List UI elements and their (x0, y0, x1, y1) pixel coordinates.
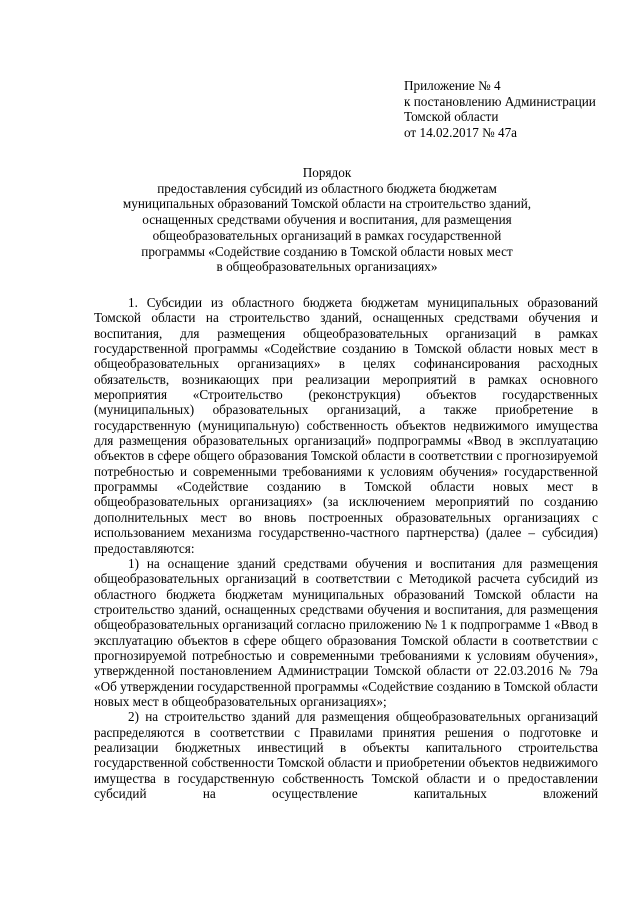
title-line: в общеобразовательных организациях» (216, 259, 438, 275)
title-line: Порядок (302, 165, 352, 180)
appendix-resolution-ref: к постановлению Администрации (404, 93, 596, 109)
document-title (80, 165, 574, 275)
title-line: предоставления субсидий из областного бюджета бюджетам (157, 180, 497, 196)
appendix-region: Томской области (404, 109, 499, 124)
title-line: общеобразовательных организаций в рамках государственной (152, 227, 502, 243)
appendix-date: от 14.02.2017 № 47а (404, 124, 518, 140)
title-line: муниципальных образований Томской области на строительство зданий, (122, 196, 532, 212)
paragraph-1: 1. Субсидии из областного бюджета бюджетам муниципальных образований Томской области на строительство зданий, оснащенных средствами обучения и воспитания, для размещения общеобразовательных организаций в рамках государственной программы «Содействие созданию в Томской области новых мест в общеобразовательных организациях» в целях софинансирования расходных обязательств, возникающих при реализации мероприятий в рамках основного мероприятия «Строительство (реконструкция) объектов государственных (муниципальных) образовательных организаций, а также приобретение в государственную (муниципальную) собственность объектов недвижимого имущества для размещения образовательных организаций» подпрограммы «Ввод в эксплуатацию объектов в сфере общего образования Томской области в соответствии с прогнозируемой потребностью и современными требованиями к условиям обучения» государственной программы «Содействие созданию в Томской области новых мест в общеобразовательных организациях» (за исключением мероприятий по созданию дополнительных мест во вновь построенных образовательных организациях с использованием механизма государственно-частного партнерства) (далее – субсидия) предоставляются: (94, 295, 598, 556)
title-line: программы «Содействие созданию в Томской области новых мест (141, 243, 513, 259)
appendix-header (404, 78, 596, 140)
paragraph-1-item-1: 1) на оснащение зданий средствами обучения и воспитания для размещения общеобразовательных организаций в соответствии с Методикой расчета субсидий из областного бюджета бюджетам муниципальных образований Томской области на строительство зданий, оснащенных средствами обучения и воспитания, для размещения общеобразовательных организаций согласно приложению № 1 к подпрограмме 1 «Ввод в эксплуатацию объектов в сфере общего образования Томской области в соответствии с прогнозируемой потребностью и современными требованиями к условиям обучения», утвержденной постановлением Администрации Томской области от 22.03.2016 № 79а «Об утверждении государственной программы «Содействие созданию в Томской области новых мест в общеобразовательных организациях»; (94, 555, 598, 709)
document-body (94, 295, 598, 801)
appendix-number: Приложение № 4 (404, 78, 501, 93)
title-line: оснащенных средствами обучения и воспитания, для размещения (142, 212, 512, 228)
paragraph-1-item-2: 2) на строительство зданий для размещения общеобразовательных организаций распределяются в соответствии с Правилами принятия решения о подготовке и реализации бюджетных инвестиций в объекты капитального строительства государственной собственности Томской области и приобретении объектов недвижимого имущества в государственную собственность Томской области и о предоставлении субсидий на осуществление капитальных вложений (94, 709, 598, 801)
